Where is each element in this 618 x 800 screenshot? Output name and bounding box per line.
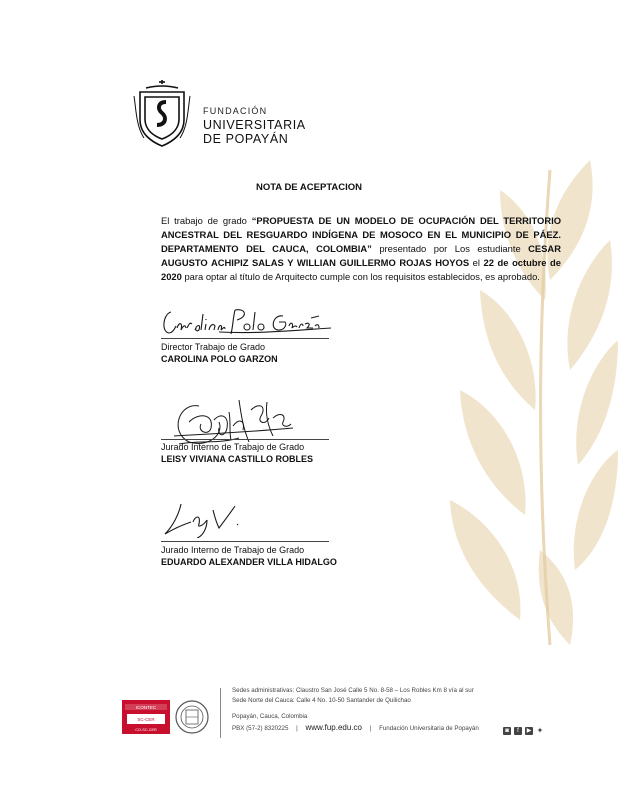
footer-sede-norte: Sede Norte del Cauca: Calle 4 No. 10-50 Santander de Quilichao — [232, 697, 411, 704]
signature-line — [161, 541, 329, 542]
footer-contact-row: PBX (57-2) 8320225 | www.fup.edu.co | Fundación Universitaria de Popayán — [232, 723, 479, 732]
signature-block-jurado-1 — [161, 392, 401, 467]
signer-role: Director Trabajo de Grado — [161, 342, 266, 352]
handwritten-signature-jurado-2 — [161, 498, 251, 538]
certification-badge-icon — [122, 696, 214, 738]
handwritten-signature-director — [159, 300, 339, 340]
body-intro: El trabajo de grado — [161, 215, 252, 226]
signer-role: Jurado Interno de Trabajo de Grado — [161, 442, 305, 452]
footer-city: Popayán, Cauca, Colombia — [232, 713, 308, 720]
signer-name: LEISY VIVIANA CASTILLO ROBLES — [161, 454, 314, 464]
facebook-icon[interactable]: f — [514, 727, 522, 735]
student-names: CESAR AUGUSTO ACHIPIZ SALAS Y WILLIAN GUILLERMO ROJAS HOYOS — [161, 243, 561, 268]
org-line-3: DE POPAYÁN — [203, 132, 289, 146]
footer-divider — [220, 688, 221, 738]
university-shield-logo-icon — [132, 78, 192, 150]
signer-name: CAROLINA POLO GARZON — [161, 354, 278, 364]
body-ending: para optar al título de Arquitecto cumple con los requisitos establecidos, es aprobado. — [181, 271, 540, 282]
acceptance-paragraph — [161, 214, 561, 284]
body-date-prefix: el — [469, 257, 484, 268]
instagram-icon[interactable]: ◙ — [503, 727, 511, 735]
signature-block-director — [161, 300, 401, 370]
signer-name: EDUARDO ALEXANDER VILLA HIDALGO — [161, 557, 337, 567]
document-title: NOTA DE ACEPTACION — [255, 182, 363, 193]
footer-pbx: PBX (57-2) 8320225 — [232, 725, 289, 732]
signature-line — [161, 338, 329, 339]
body-middle: presentado por Los estudiante — [371, 243, 529, 254]
org-line-2: UNIVERSITARIA — [203, 118, 306, 132]
twitter-icon[interactable]: ✦ — [536, 726, 544, 735]
badge-mid-text: SC-CER — [137, 717, 155, 722]
badge-top-text: ICONTEC — [135, 705, 157, 710]
org-line-1: FUNDACIÓN — [203, 106, 268, 116]
footer-sedes-administrativas: Sedes administrativas: Claustro San José Calle 5 No. 8-58 – Los Robles Km 8 vía al sur — [232, 687, 474, 694]
approval-date: 22 de octubre de 2020 — [161, 257, 561, 282]
university-name — [203, 104, 306, 146]
project-title: “PROPUESTA DE UN MODELO DE OCUPACIÓN DEL TERRITORIO ANCESTRAL DEL RESGUARDO INDÍGENA DE MOSOCO EN EL MUNICIPIO DE PÁEZ. DEPARTAMENTO DEL CAUCA, COLOMBIA” — [161, 215, 561, 254]
footer-social-name: Fundación Universitaria de Popayán — [379, 725, 479, 732]
signature-line — [161, 439, 329, 440]
signature-block-jurado-2 — [161, 498, 401, 573]
badge-bottom-text: CO-SC-CER — [135, 728, 157, 732]
signer-role: Jurado Interno de Trabajo de Grado — [161, 545, 305, 555]
youtube-icon[interactable]: ▶ — [526, 728, 532, 734]
social-icons — [503, 727, 544, 735]
footer-website-link[interactable]: www.fup.edu.co — [305, 723, 362, 732]
